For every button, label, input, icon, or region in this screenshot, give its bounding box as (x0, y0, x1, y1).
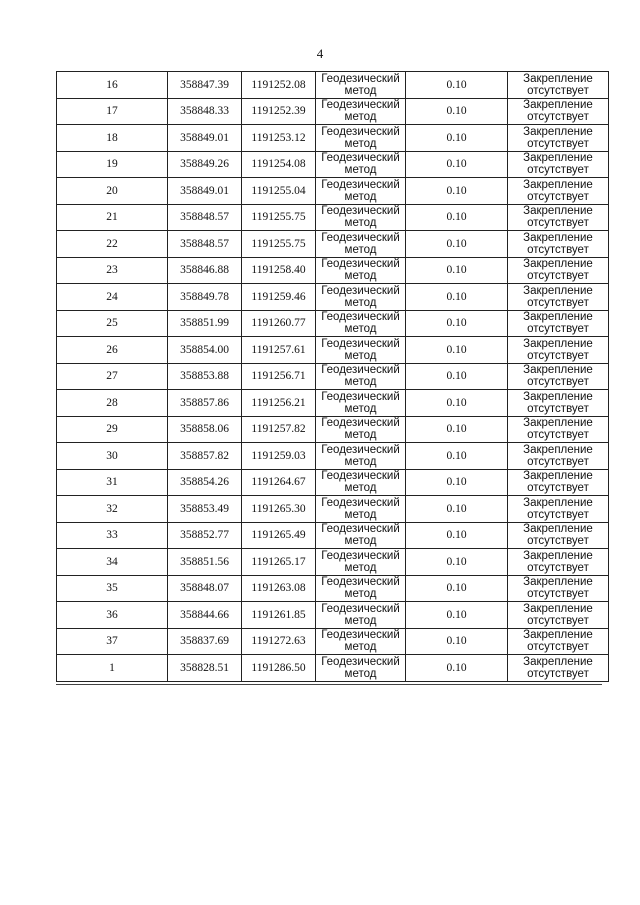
accuracy-cell: 0.10 (406, 443, 508, 470)
fixation-cell (508, 72, 609, 99)
boundary-points-table (56, 71, 609, 682)
table-row (57, 284, 609, 311)
page-number: 4 (316, 46, 324, 61)
point-number: 27 (57, 363, 168, 390)
point-number: 16 (57, 72, 168, 99)
accuracy-cell: 0.10 (406, 602, 508, 629)
method-line-1: Геодезический (321, 364, 400, 377)
method-cell (316, 178, 406, 205)
table-row (57, 655, 609, 682)
method-line-2: метод (344, 561, 377, 574)
table-row (57, 337, 609, 364)
fixation-line-1: Закрепление (523, 470, 593, 483)
fixation-cell (508, 655, 609, 682)
point-number: 28 (57, 390, 168, 417)
accuracy-cell: 0.10 (406, 416, 508, 443)
method-line-2: метод (344, 270, 377, 283)
method-line-1: Геодезический (321, 390, 400, 403)
fixation-line-1: Закрепление (523, 364, 593, 377)
method-cell (316, 416, 406, 443)
method-line-1: Геодезический (321, 417, 400, 430)
table-row (57, 98, 609, 125)
point-number: 35 (57, 575, 168, 602)
coord-y: 1191261.85 (242, 602, 316, 629)
coord-x: 358854.00 (168, 337, 242, 364)
method-line-2: метод (344, 508, 377, 521)
coord-x: 358851.56 (168, 549, 242, 576)
coord-y: 1191265.30 (242, 496, 316, 523)
method-line-1: Геодезический (321, 178, 400, 191)
fixation-line-1: Закрепление (523, 125, 593, 138)
coord-x: 358848.33 (168, 98, 242, 125)
coord-x: 358844.66 (168, 602, 242, 629)
coord-x: 358851.99 (168, 310, 242, 337)
fixation-line-2: отсутствует (527, 667, 589, 680)
coord-x: 358857.82 (168, 443, 242, 470)
method-line-2: метод (344, 296, 377, 309)
fixation-cell (508, 469, 609, 496)
fixation-line-2: отсутствует (527, 164, 589, 177)
method-line-2: метод (344, 111, 377, 124)
fixation-cell (508, 602, 609, 629)
method-line-2: метод (344, 217, 377, 230)
coord-y: 1191286.50 (242, 655, 316, 682)
fixation-line-2: отсутствует (527, 482, 589, 495)
method-line-1: Геодезический (321, 337, 400, 350)
method-line-2: метод (344, 190, 377, 203)
fixation-line-1: Закрепление (523, 576, 593, 589)
method-cell (316, 98, 406, 125)
method-line-2: метод (344, 84, 377, 97)
method-line-1: Геодезический (321, 443, 400, 456)
fixation-line-1: Закрепление (523, 496, 593, 509)
fixation-line-2: отсутствует (527, 217, 589, 230)
method-cell (316, 125, 406, 152)
fixation-cell (508, 496, 609, 523)
coord-y: 1191257.61 (242, 337, 316, 364)
point-number: 24 (57, 284, 168, 311)
fixation-line-2: отсутствует (527, 535, 589, 548)
point-number: 21 (57, 204, 168, 231)
accuracy-cell: 0.10 (406, 257, 508, 284)
table-row (57, 602, 609, 629)
fixation-line-1: Закрепление (523, 72, 593, 85)
method-cell (316, 72, 406, 99)
fixation-cell (508, 98, 609, 125)
method-cell (316, 496, 406, 523)
table-row (57, 443, 609, 470)
method-line-2: метод (344, 243, 377, 256)
coord-y: 1191257.82 (242, 416, 316, 443)
table-row (57, 310, 609, 337)
coord-y: 1191263.08 (242, 575, 316, 602)
point-number: 1 (57, 655, 168, 682)
fixation-line-2: отсутствует (527, 349, 589, 362)
coord-x: 358854.26 (168, 469, 242, 496)
fixation-line-1: Закрепление (523, 99, 593, 112)
method-line-1: Геодезический (321, 99, 400, 112)
coord-x: 358837.69 (168, 628, 242, 655)
method-cell (316, 363, 406, 390)
accuracy-cell: 0.10 (406, 337, 508, 364)
method-line-1: Геодезический (321, 602, 400, 615)
fixation-line-2: отсутствует (527, 190, 589, 203)
point-number: 31 (57, 469, 168, 496)
fixation-line-2: отсутствует (527, 429, 589, 442)
fixation-line-1: Закрепление (523, 258, 593, 271)
coord-x: 358853.88 (168, 363, 242, 390)
coord-y: 1191259.03 (242, 443, 316, 470)
point-number: 17 (57, 98, 168, 125)
point-number: 33 (57, 522, 168, 549)
method-cell (316, 628, 406, 655)
coord-x: 358828.51 (168, 655, 242, 682)
coord-y: 1191265.17 (242, 549, 316, 576)
table-row (57, 231, 609, 258)
fixation-line-2: отсутствует (527, 402, 589, 415)
method-line-2: метод (344, 323, 377, 336)
coord-x: 358848.57 (168, 204, 242, 231)
fixation-cell (508, 443, 609, 470)
fixation-line-1: Закрепление (523, 390, 593, 403)
accuracy-cell: 0.10 (406, 178, 508, 205)
method-line-1: Геодезический (321, 125, 400, 138)
method-line-1: Геодезический (321, 231, 400, 244)
fixation-line-1: Закрепление (523, 549, 593, 562)
fixation-line-2: отсутствует (527, 561, 589, 574)
table-row (57, 204, 609, 231)
point-number: 36 (57, 602, 168, 629)
accuracy-cell: 0.10 (406, 204, 508, 231)
method-cell (316, 575, 406, 602)
coord-x: 358857.86 (168, 390, 242, 417)
table-row (57, 575, 609, 602)
accuracy-cell: 0.10 (406, 549, 508, 576)
table-body (57, 72, 609, 682)
point-number: 30 (57, 443, 168, 470)
accuracy-cell: 0.10 (406, 390, 508, 417)
fixation-line-1: Закрепление (523, 178, 593, 191)
fixation-line-2: отсутствует (527, 296, 589, 309)
coord-x: 358846.88 (168, 257, 242, 284)
accuracy-cell: 0.10 (406, 496, 508, 523)
fixation-cell (508, 204, 609, 231)
accuracy-cell: 0.10 (406, 125, 508, 152)
method-line-1: Геодезический (321, 311, 400, 324)
method-line-2: метод (344, 402, 377, 415)
coord-x: 358853.49 (168, 496, 242, 523)
accuracy-cell: 0.10 (406, 363, 508, 390)
method-cell (316, 151, 406, 178)
method-line-1: Геодезический (321, 549, 400, 562)
fixation-cell (508, 125, 609, 152)
fixation-line-2: отсутствует (527, 641, 589, 654)
coord-y: 1191272.63 (242, 628, 316, 655)
accuracy-cell: 0.10 (406, 522, 508, 549)
fixation-line-2: отсутствует (527, 508, 589, 521)
method-cell (316, 390, 406, 417)
point-number: 37 (57, 628, 168, 655)
coord-x: 358848.07 (168, 575, 242, 602)
point-number: 23 (57, 257, 168, 284)
fixation-line-1: Закрепление (523, 231, 593, 244)
method-cell (316, 655, 406, 682)
point-number: 22 (57, 231, 168, 258)
fixation-cell (508, 178, 609, 205)
fixation-line-2: отсутствует (527, 270, 589, 283)
fixation-line-1: Закрепление (523, 284, 593, 297)
fixation-line-1: Закрепление (523, 205, 593, 218)
method-line-2: метод (344, 641, 377, 654)
method-line-1: Геодезический (321, 655, 400, 668)
fixation-line-2: отсутствует (527, 614, 589, 627)
coord-x: 358858.06 (168, 416, 242, 443)
point-number: 26 (57, 337, 168, 364)
method-line-1: Геодезический (321, 470, 400, 483)
coord-x: 358849.01 (168, 178, 242, 205)
method-line-1: Геодезический (321, 496, 400, 509)
method-line-1: Геодезический (321, 258, 400, 271)
table-row (57, 72, 609, 99)
method-line-2: метод (344, 429, 377, 442)
fixation-line-2: отсутствует (527, 323, 589, 336)
method-line-1: Геодезический (321, 152, 400, 165)
fixation-line-2: отсутствует (527, 111, 589, 124)
coord-x: 358847.39 (168, 72, 242, 99)
method-cell (316, 443, 406, 470)
coord-x: 358849.01 (168, 125, 242, 152)
coord-y: 1191258.40 (242, 257, 316, 284)
method-line-2: метод (344, 588, 377, 601)
coord-x: 358849.78 (168, 284, 242, 311)
coord-y: 1191255.75 (242, 204, 316, 231)
accuracy-cell: 0.10 (406, 469, 508, 496)
table-row (57, 125, 609, 152)
fixation-cell (508, 522, 609, 549)
table-row (57, 390, 609, 417)
coord-y: 1191255.75 (242, 231, 316, 258)
point-number: 32 (57, 496, 168, 523)
method-line-2: метод (344, 667, 377, 680)
method-cell (316, 284, 406, 311)
fixation-cell (508, 416, 609, 443)
coord-y: 1191256.21 (242, 390, 316, 417)
fixation-cell (508, 575, 609, 602)
coord-x: 358852.77 (168, 522, 242, 549)
fixation-line-1: Закрепление (523, 629, 593, 642)
accuracy-cell: 0.10 (406, 151, 508, 178)
fixation-line-2: отсутствует (527, 84, 589, 97)
fixation-cell (508, 628, 609, 655)
method-line-2: метод (344, 349, 377, 362)
accuracy-cell: 0.10 (406, 231, 508, 258)
fixation-line-1: Закрепление (523, 417, 593, 430)
fixation-cell (508, 257, 609, 284)
method-cell (316, 204, 406, 231)
method-cell (316, 310, 406, 337)
fixation-cell (508, 390, 609, 417)
coord-y: 1191253.12 (242, 125, 316, 152)
coord-y: 1191254.08 (242, 151, 316, 178)
table-row (57, 549, 609, 576)
coord-y: 1191256.71 (242, 363, 316, 390)
method-cell (316, 522, 406, 549)
accuracy-cell: 0.10 (406, 575, 508, 602)
table-row (57, 496, 609, 523)
bottom-rule (56, 684, 602, 685)
fixation-line-2: отсутствует (527, 137, 589, 150)
coord-y: 1191259.46 (242, 284, 316, 311)
point-number: 34 (57, 549, 168, 576)
method-cell (316, 257, 406, 284)
point-number: 25 (57, 310, 168, 337)
method-cell (316, 602, 406, 629)
method-line-2: метод (344, 137, 377, 150)
fixation-line-1: Закрепление (523, 337, 593, 350)
coord-y: 1191252.39 (242, 98, 316, 125)
method-cell (316, 549, 406, 576)
table-row (57, 151, 609, 178)
method-line-1: Геодезический (321, 576, 400, 589)
fixation-cell (508, 337, 609, 364)
point-number: 18 (57, 125, 168, 152)
point-number: 19 (57, 151, 168, 178)
fixation-cell (508, 284, 609, 311)
fixation-line-2: отсутствует (527, 376, 589, 389)
table-row (57, 628, 609, 655)
fixation-cell (508, 363, 609, 390)
fixation-line-2: отсутствует (527, 455, 589, 468)
coord-y: 1191260.77 (242, 310, 316, 337)
fixation-cell (508, 310, 609, 337)
fixation-line-1: Закрепление (523, 602, 593, 615)
table-row (57, 469, 609, 496)
table-row (57, 363, 609, 390)
coord-y: 1191265.49 (242, 522, 316, 549)
method-line-1: Геодезический (321, 629, 400, 642)
fixation-line-2: отсутствует (527, 243, 589, 256)
fixation-line-1: Закрепление (523, 523, 593, 536)
table-row (57, 416, 609, 443)
accuracy-cell: 0.10 (406, 284, 508, 311)
method-line-2: метод (344, 164, 377, 177)
method-line-2: метод (344, 535, 377, 548)
table-row (57, 522, 609, 549)
fixation-line-1: Закрепление (523, 443, 593, 456)
fixation-cell (508, 151, 609, 178)
fixation-cell (508, 549, 609, 576)
coord-y: 1191252.08 (242, 72, 316, 99)
coord-y: 1191255.04 (242, 178, 316, 205)
method-line-1: Геодезический (321, 523, 400, 536)
method-line-1: Геодезический (321, 72, 400, 85)
method-cell (316, 337, 406, 364)
coord-y: 1191264.67 (242, 469, 316, 496)
accuracy-cell: 0.10 (406, 98, 508, 125)
method-line-2: метод (344, 614, 377, 627)
accuracy-cell: 0.10 (406, 628, 508, 655)
accuracy-cell: 0.10 (406, 310, 508, 337)
fixation-line-1: Закрепление (523, 152, 593, 165)
point-number: 20 (57, 178, 168, 205)
point-number: 29 (57, 416, 168, 443)
fixation-line-2: отсутствует (527, 588, 589, 601)
method-line-1: Геодезический (321, 284, 400, 297)
accuracy-cell: 0.10 (406, 655, 508, 682)
fixation-line-1: Закрепление (523, 655, 593, 668)
method-cell (316, 469, 406, 496)
coord-x: 358849.26 (168, 151, 242, 178)
method-cell (316, 231, 406, 258)
method-line-2: метод (344, 376, 377, 389)
fixation-line-1: Закрепление (523, 311, 593, 324)
table-row (57, 257, 609, 284)
accuracy-cell: 0.10 (406, 72, 508, 99)
method-line-2: метод (344, 455, 377, 468)
method-line-2: метод (344, 482, 377, 495)
table-row (57, 178, 609, 205)
coord-x: 358848.57 (168, 231, 242, 258)
fixation-cell (508, 231, 609, 258)
method-line-1: Геодезический (321, 205, 400, 218)
